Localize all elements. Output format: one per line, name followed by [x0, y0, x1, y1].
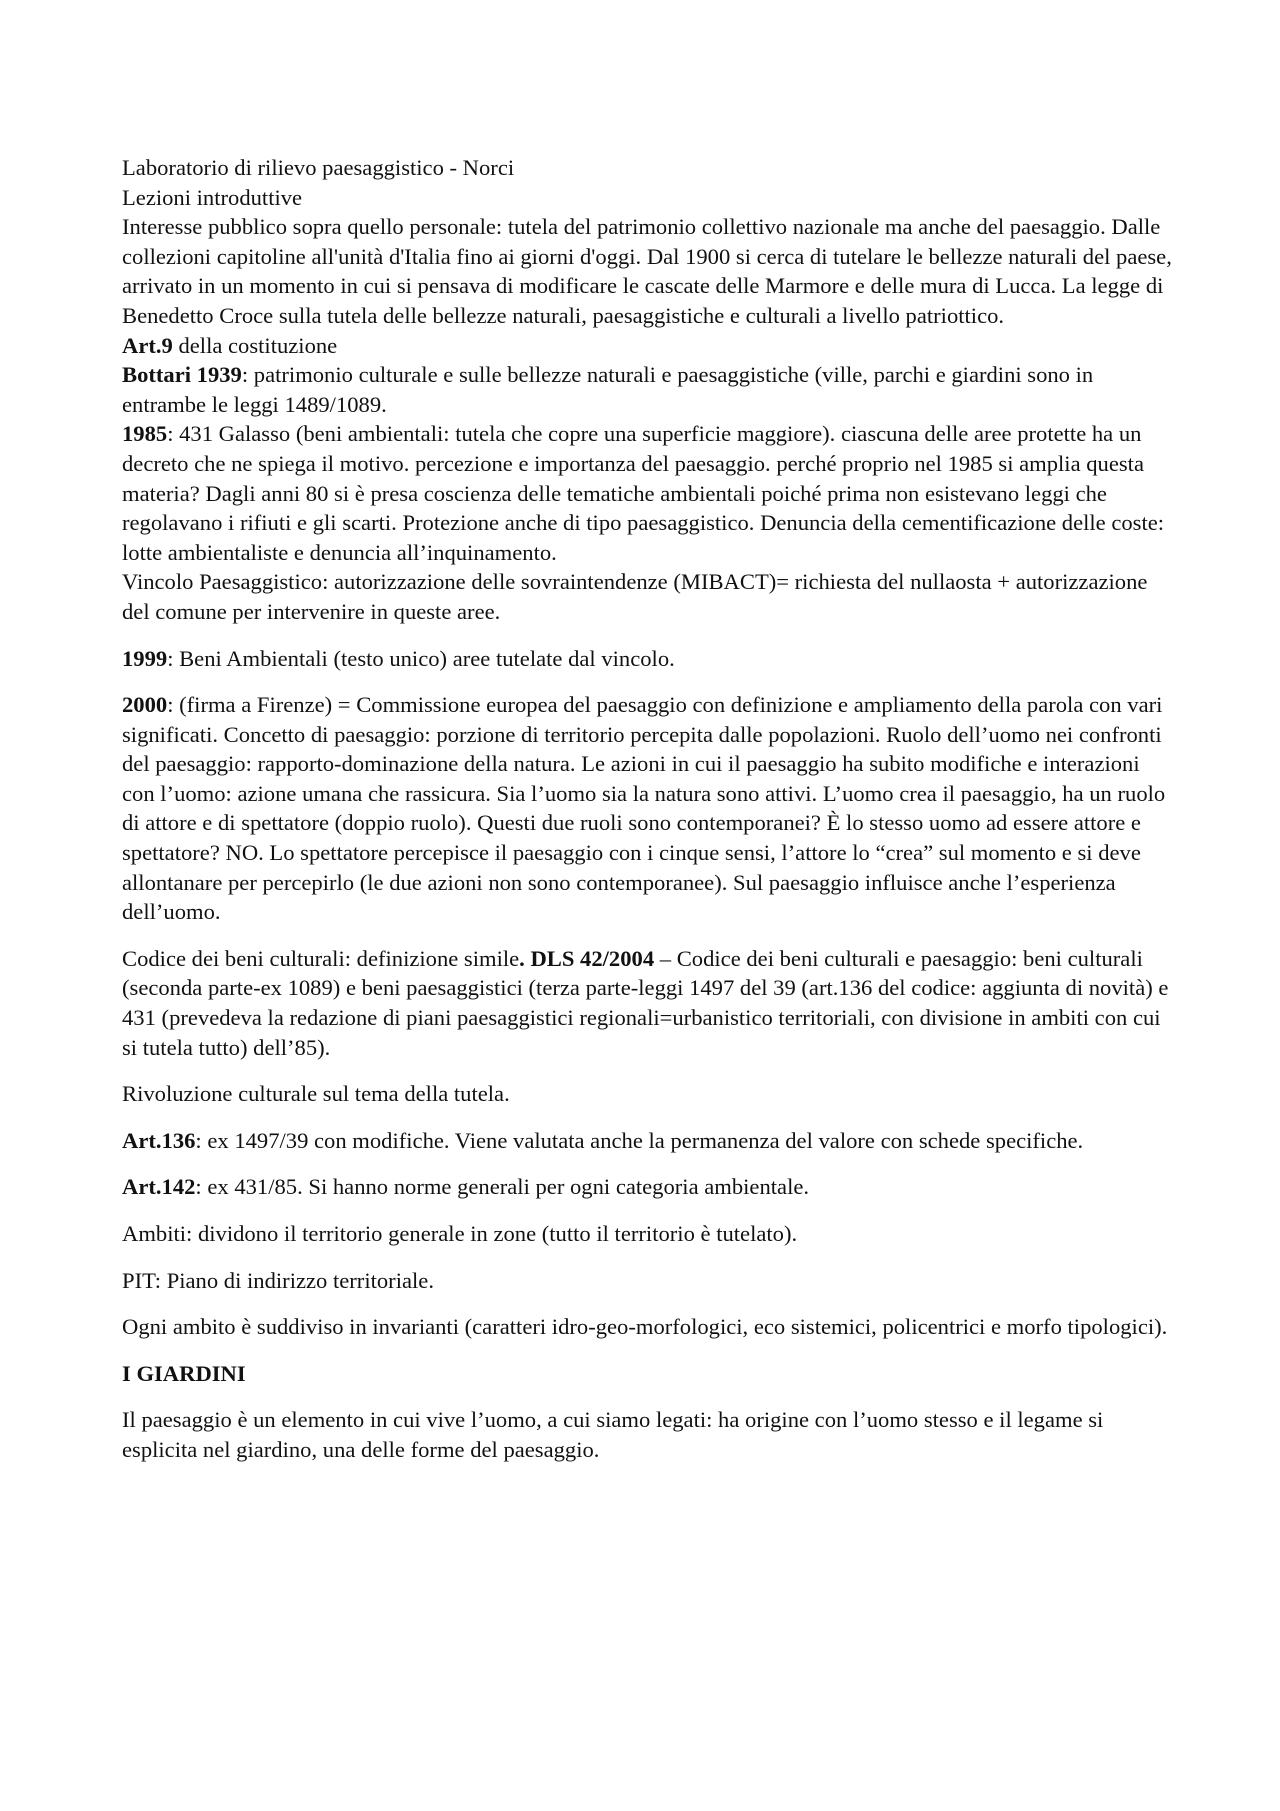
art9-text: della costituzione — [172, 332, 338, 358]
y1985-paragraph — [122, 419, 1172, 567]
giardini-paragraph: Il paesaggio è un elemento in cui vive l’uomo, a cui siamo legati: ha origine con l’uomo stesso e il legame si esplicita nel giardino, una delle forme del paesaggio. — [122, 1407, 1104, 1462]
document-page — [122, 153, 1172, 1465]
art142-paragraph — [122, 1172, 1172, 1202]
doc-title: Laboratorio di rilievo paesaggistico - Norci — [122, 155, 515, 180]
y2000-text: : (firma a Firenze) = Commissione europea del paesaggio con definizione e ampliamento della parola con vari significati. Concetto di paesaggio: porzione di territorio percepita dalle popolazioni. Ruolo dell’uomo nei confronti del paesaggio: rapporto-dominazione della natura. Le azioni in cui il paesaggio ha subito modifiche e interazioni con l’uomo: azione umana che rassicura. Sia l’uomo sia la natura sono attivi. L’uomo crea il paesaggio, ha un ruolo di attore e di spettatore (doppio ruolo). Questi due ruoli sono contemporanei? È lo stesso uomo ad essere attore e spettatore? NO. Lo spettatore percepisce il paesaggio con i cinque sensi, l’attore lo “crea” sul momento e si deve allontanare per percepirlo (le due azioni non sono contemporanee). Sul paesaggio influisce anche l’esperienza dell’uomo. — [122, 692, 1166, 925]
y1999-label: 1999 — [122, 645, 168, 671]
codice-text: – Codice dei beni culturali e paesaggio: beni culturali (seconda parte-ex 1089) e beni paesaggistici (terza parte-leggi 1497 del 39 (art.136 del codice: aggiunta di novità) e 431 (prevedeva la redazione di piani paesaggistici regionali=urbanistico territoriali, con divisione in ambiti con cui si tutela tutto) dell’85). — [122, 945, 1169, 1060]
intro-paragraph: Interesse pubblico sopra quello personale: tutela del patrimonio collettivo nazionale ma anche del paesaggio. Dalle collezioni capitoline all'unità d'Italia fino ai giorni d'oggi. Dal 1900 si cerca di tutelare le bellezze naturali del paese, arrivato in un momento in cui si pensava di modificare le cascate delle Marmore e delle mura di Lucca. La legge di Benedetto Croce sulla tutela delle bellezze naturali, paesaggistiche e culturali a livello patriottico. — [122, 214, 1172, 328]
y1985-text: : 431 Galasso (beni ambientali: tutela che copre una superficie maggiore). ciascuna delle aree protette ha un decreto che ne spiega il motivo. percezione e importanza del paesaggio. perché proprio nel 1985 si amplia questa materia? Dagli anni 80 si è presa coscienza delle tematiche ambientali poiché prima non esistevano leggi che regolavano i rifiuti e gli scarti. Protezione anche di tipo paesaggistico. Denuncia della cementificazione delle coste: lotte ambientaliste e denuncia all’inquinamento. — [122, 421, 1165, 565]
art9-paragraph — [122, 331, 1172, 361]
ambiti-paragraph: Ambiti: dividono il territorio generale in zone (tutto il territorio è tutelato). — [122, 1221, 798, 1246]
y1999-text: : Beni Ambientali (testo unico) aree tutelate dal vincolo. — [167, 645, 675, 671]
pit-paragraph: PIT: Piano di indirizzo territoriale. — [122, 1267, 434, 1293]
y2000-label: 2000 — [122, 692, 168, 718]
art136-text: : ex 1497/39 con modifiche. Viene valutata anche la permanenza del valore con schede specifiche. — [195, 1127, 1084, 1153]
doc-subtitle: Lezioni introduttive — [122, 184, 303, 210]
y1999-paragraph — [122, 644, 1172, 674]
y1985-label: 1985 — [122, 421, 168, 447]
codice-paragraph — [122, 944, 1172, 1062]
bottari-label: Bottari 1939 — [122, 362, 242, 388]
y2000-paragraph — [122, 690, 1172, 927]
art9-label: Art.9 — [122, 332, 173, 358]
vincolo-paragraph: Vincolo Paesaggistico: autorizzazione delle sovraintendenze (MIBACT)= richiesta del nullaosta + autorizzazione del comune per intervenire in queste aree. — [122, 569, 1148, 624]
invarianti-paragraph: Ogni ambito è suddiviso in invarianti (caratteri idro-geo-morfologici, eco sistemici, policentrici e morfo tipologici). — [122, 1314, 1168, 1340]
art142-label: Art.142 — [122, 1174, 196, 1200]
giardini-heading-text: I GIARDINI — [122, 1360, 246, 1386]
rivoluzione-paragraph: Rivoluzione culturale sul tema della tutela. — [122, 1081, 510, 1107]
art142-text: : ex 431/85. Si hanno norme generali per ogni categoria ambientale. — [195, 1174, 810, 1200]
art136-label: Art.136 — [122, 1127, 196, 1153]
bottari-text: : patrimonio culturale e sulle bellezze naturali e paesaggistiche (ville, parchi e giardini sono in entrambe le leggi 1489/1089. — [122, 362, 1094, 417]
giardini-heading — [122, 1359, 1172, 1389]
codice-label: . DLS 42/2004 — [519, 945, 655, 971]
codice-pre: Codice dei beni culturali: definizione simile — [122, 945, 520, 971]
art136-paragraph — [122, 1126, 1172, 1156]
bottari-paragraph — [122, 360, 1172, 419]
